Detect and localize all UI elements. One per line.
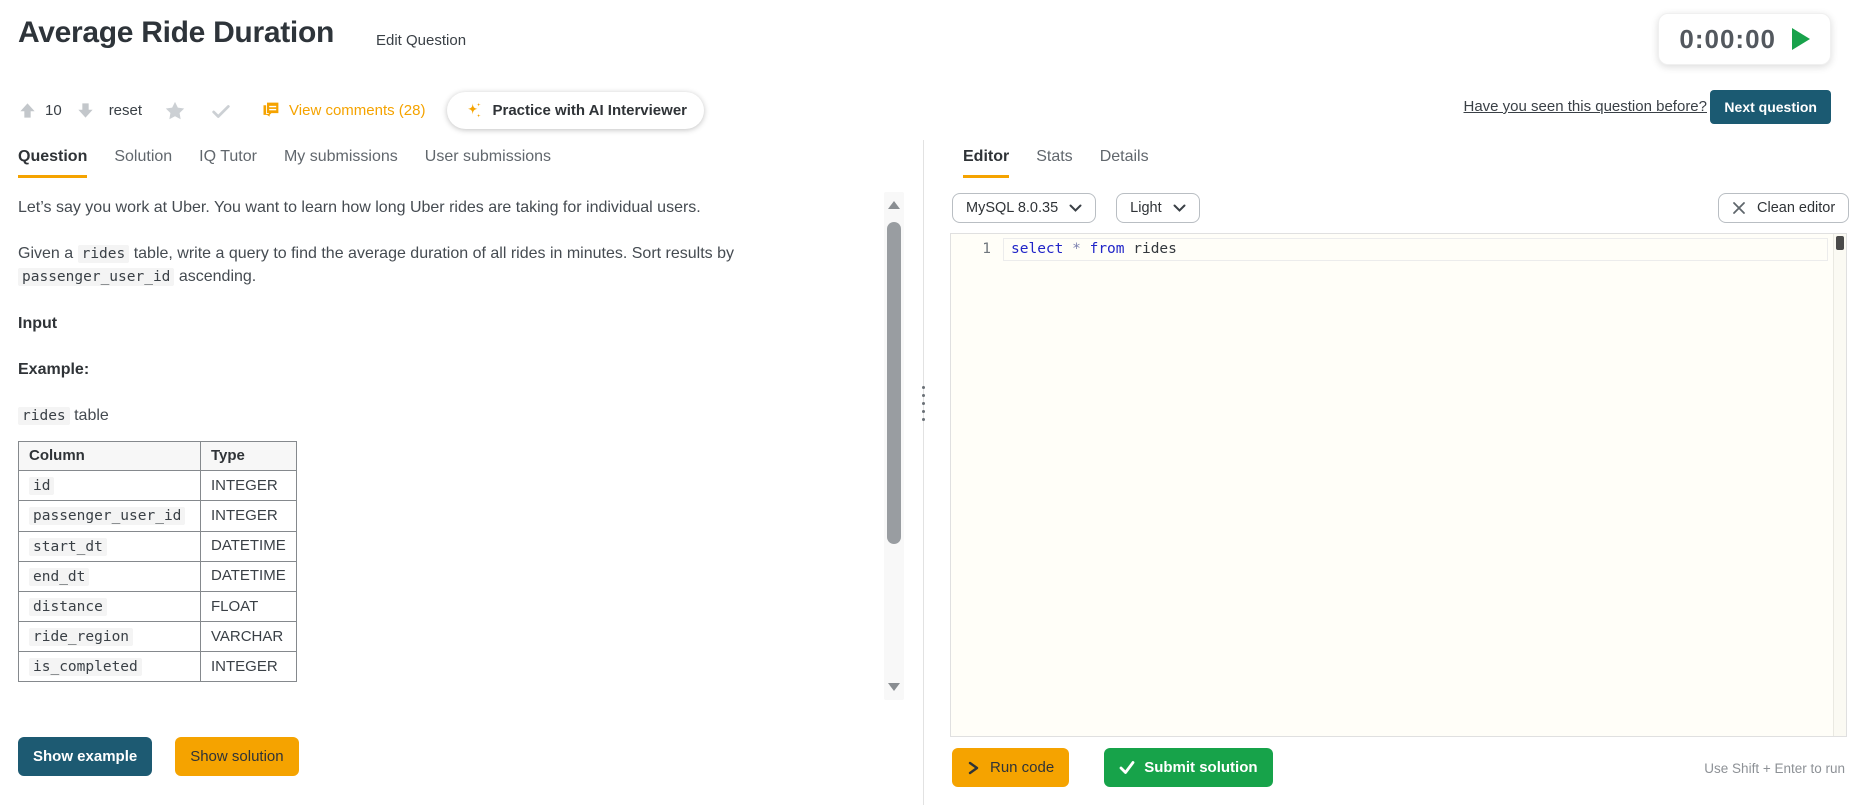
panel-resize-handle[interactable]	[920, 384, 927, 423]
cell-type: VARCHAR	[201, 622, 297, 652]
reset-votes-link[interactable]: reset	[108, 102, 143, 119]
type-header: Type	[201, 442, 297, 471]
column-header: Column	[19, 442, 201, 471]
editor-footer	[952, 748, 1273, 787]
downvote-icon[interactable]	[76, 101, 95, 120]
table-row	[19, 471, 297, 501]
close-icon	[1732, 201, 1746, 215]
active-line-highlight	[1003, 238, 1828, 261]
timer-value: 0:00:00	[1679, 23, 1776, 54]
cell-column: end_dt	[29, 568, 89, 586]
page-title: Average Ride Duration	[18, 16, 334, 49]
tab-solution[interactable]: Solution	[114, 148, 173, 165]
code-content: select * from rides	[1011, 241, 1177, 257]
favorite-star-icon[interactable]	[164, 100, 186, 122]
shortcut-hint: Use Shift + Enter to run	[1704, 761, 1845, 776]
tab-my-submissions[interactable]: My submissions	[283, 148, 398, 165]
run-code-button[interactable]	[952, 748, 1069, 787]
input-heading: Input	[18, 314, 58, 332]
tab-iq-tutor[interactable]: IQ Tutor	[199, 148, 257, 165]
table-caption: rides table	[18, 404, 760, 427]
submit-solution-button[interactable]	[1104, 748, 1272, 787]
sql-dialect-dropdown[interactable]	[952, 193, 1096, 223]
theme-dropdown[interactable]	[1116, 193, 1199, 223]
table-row	[19, 622, 297, 652]
line-number: 1	[982, 241, 991, 257]
table-row	[19, 652, 297, 682]
table-row	[19, 501, 297, 531]
check-icon	[1119, 761, 1135, 774]
editor-scrollbar-thumb[interactable]	[1836, 236, 1844, 250]
cell-type: INTEGER	[201, 652, 297, 682]
comments-icon[interactable]	[260, 100, 281, 121]
table-header-row	[19, 442, 297, 471]
show-example-button[interactable]: Show example	[18, 737, 152, 776]
mark-complete-check-icon[interactable]	[210, 100, 232, 122]
upvote-icon[interactable]	[18, 101, 37, 120]
clean-editor-label: Clean editor	[1757, 200, 1836, 216]
seen-before-link[interactable]: Have you seen this question before?	[1463, 98, 1707, 115]
question-footer-buttons	[18, 737, 299, 776]
practice-ai-interviewer-button[interactable]	[447, 92, 704, 129]
run-code-label: Run code	[990, 759, 1055, 776]
chevron-down-icon	[1173, 204, 1186, 213]
show-solution-button[interactable]: Show solution	[175, 737, 298, 776]
cell-type: DATETIME	[201, 531, 297, 561]
cell-column: is_completed	[29, 658, 142, 676]
schema-table	[18, 441, 297, 682]
question-content	[18, 196, 760, 682]
cell-type: FLOAT	[201, 591, 297, 621]
play-timer-icon[interactable]	[1792, 28, 1810, 50]
example-heading: Example:	[18, 360, 90, 378]
editor-scrollbar[interactable]	[1833, 234, 1846, 736]
inline-code-rides-caption: rides	[18, 407, 70, 425]
scrollbar-thumb[interactable]	[887, 222, 901, 544]
scroll-down-arrow-icon[interactable]	[888, 683, 900, 691]
cell-column: ride_region	[29, 628, 133, 646]
question-paragraph-2: Given a rides table, write a query to find the average duration of all rides in minutes. Sort results by passenger_user_id ascending.	[18, 245, 735, 286]
inline-code-passenger-user-id: passenger_user_id	[18, 268, 174, 286]
chevron-down-icon	[1069, 204, 1082, 213]
table-row	[19, 531, 297, 561]
tab-user-submissions[interactable]: User submissions	[424, 148, 552, 165]
scroll-up-arrow-icon[interactable]	[888, 201, 900, 209]
cell-column: start_dt	[29, 538, 107, 556]
tab-details[interactable]: Details	[1099, 148, 1149, 165]
vote-count: 10	[45, 102, 62, 119]
question-tabbar	[18, 148, 551, 178]
question-paragraph-1: Let’s say you work at Uber. You want to learn how long Uber rides are taking for individual users.	[18, 199, 701, 216]
sparkle-icon	[464, 101, 483, 120]
sql-dialect-value: MySQL 8.0.35	[966, 200, 1059, 216]
next-question-button[interactable]: Next question	[1710, 90, 1831, 124]
table-row	[19, 591, 297, 621]
tab-question[interactable]: Question	[18, 148, 87, 178]
editor-tabbar	[963, 148, 1149, 178]
inline-code-rides: rides	[78, 245, 130, 263]
cell-type: INTEGER	[201, 471, 297, 501]
cell-column: id	[29, 477, 54, 495]
tab-editor[interactable]: Editor	[963, 148, 1009, 178]
submit-solution-label: Submit solution	[1144, 759, 1258, 776]
edit-question-link[interactable]: Edit Question	[376, 32, 467, 49]
cell-type: DATETIME	[201, 561, 297, 591]
cell-column: passenger_user_id	[29, 507, 185, 525]
code-line-1	[951, 234, 1846, 257]
cell-column: distance	[29, 598, 107, 616]
ai-button-label: Practice with AI Interviewer	[492, 102, 688, 119]
panel-divider	[923, 140, 924, 805]
theme-value: Light	[1130, 200, 1162, 216]
left-panel-scrollbar[interactable]	[884, 192, 904, 700]
view-comments-link[interactable]: View comments (28)	[289, 102, 426, 119]
timer-card	[1658, 13, 1831, 65]
editor-toolbar	[952, 193, 1200, 223]
chevron-right-icon	[967, 761, 980, 775]
tab-stats[interactable]: Stats	[1036, 148, 1073, 165]
question-actions-row	[18, 92, 704, 129]
cell-type: INTEGER	[201, 501, 297, 531]
clean-editor-button[interactable]	[1718, 193, 1849, 223]
table-row	[19, 561, 297, 591]
sql-code-editor[interactable]	[950, 233, 1847, 737]
